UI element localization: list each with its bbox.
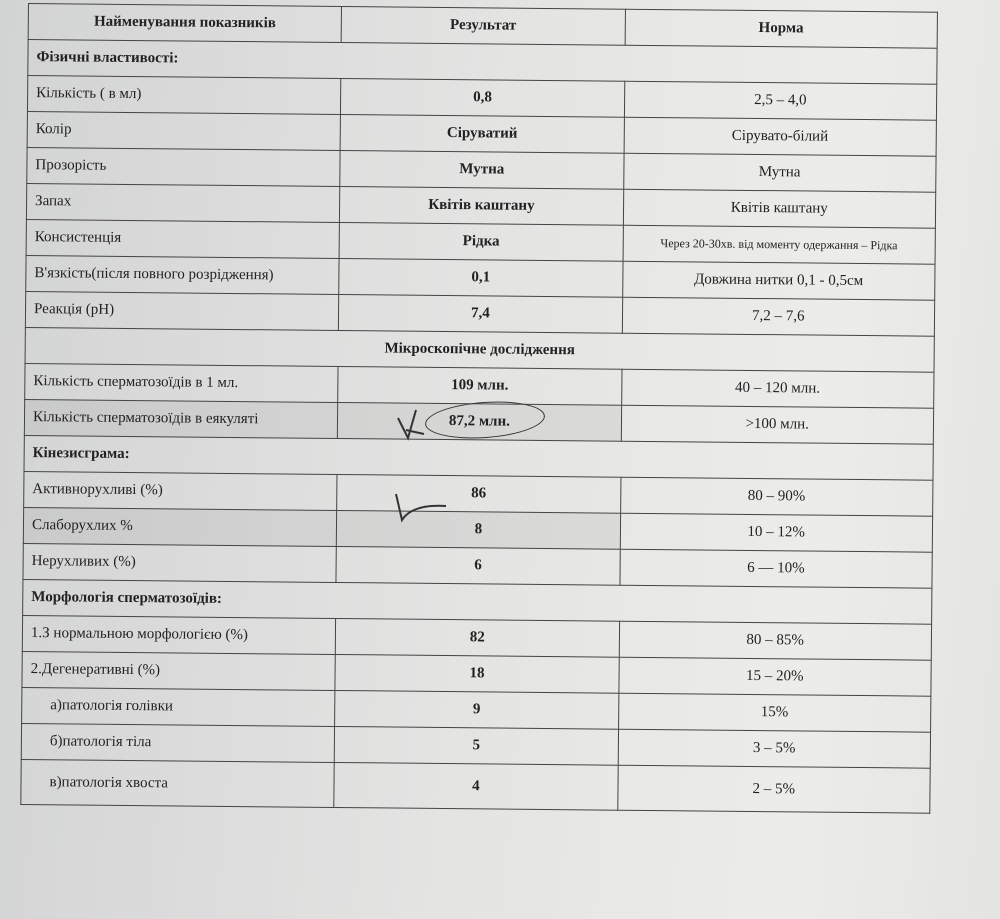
row-name: Нерухливих (%) bbox=[23, 543, 337, 582]
row-name: Прозорість bbox=[27, 147, 341, 186]
row-name: 1.З нормальною морфологією (%) bbox=[22, 615, 336, 654]
row-result: 0,8 bbox=[341, 79, 625, 118]
row-result: 87,2 млн. bbox=[338, 402, 622, 441]
row-name: Консистенція bbox=[26, 219, 340, 258]
row-norm: 3 – 5% bbox=[618, 729, 931, 768]
row-name: а)патологія голівки bbox=[22, 687, 336, 726]
row-result: 18 bbox=[335, 654, 619, 693]
row-norm: 2 – 5% bbox=[617, 765, 930, 813]
row-result: 109 млн. bbox=[338, 366, 622, 405]
row-result: 8 bbox=[337, 510, 621, 549]
row-result: 86 bbox=[337, 474, 621, 513]
row-result: 7,4 bbox=[339, 294, 623, 333]
row-norm: 15% bbox=[618, 693, 931, 732]
row-norm: 6 — 10% bbox=[619, 549, 932, 588]
section-kinesigram: Кінезисграма: bbox=[24, 435, 933, 480]
row-result: 5 bbox=[335, 726, 619, 765]
row-result: 9 bbox=[335, 690, 619, 729]
row-norm: 10 – 12% bbox=[620, 513, 933, 552]
row-name: Реакція (рН) bbox=[25, 291, 339, 330]
row-norm: Через 20-30хв. від моменту одержання – Рідка bbox=[623, 225, 936, 264]
header-result: Результат bbox=[341, 7, 625, 46]
row-norm: Мутна bbox=[623, 153, 936, 192]
row-name: Кількість сперматозоїдів в 1 мл. bbox=[25, 363, 339, 402]
row-norm: 2,5 – 4,0 bbox=[624, 81, 937, 120]
row-name: Кількість сперматозоїдів в еякуляті bbox=[24, 399, 338, 438]
header-norm: Норма bbox=[625, 9, 938, 48]
row-norm: Квітів каштану bbox=[623, 189, 936, 228]
row-result: Рідка bbox=[339, 223, 623, 262]
row-name: В'язкість(після повного розрідження) bbox=[26, 255, 340, 294]
row-name: б)патологія тіла bbox=[21, 723, 335, 762]
row-name: Активнорухливі (%) bbox=[24, 471, 338, 510]
row-name: Запах bbox=[26, 183, 340, 222]
row-norm: 15 – 20% bbox=[618, 657, 931, 696]
section-microscopic: Мікроскопічне дослідження bbox=[25, 327, 934, 372]
section-physical: Фізичні властивості: bbox=[28, 40, 937, 85]
row-name: Колір bbox=[27, 111, 341, 150]
row-norm: Сірувато-білий bbox=[624, 117, 937, 156]
row-name: 2.Дегенеративні (%) bbox=[22, 651, 336, 690]
row-result: 0,1 bbox=[339, 259, 623, 298]
row-norm: Довжина нитки 0,1 - 0,5см bbox=[622, 261, 935, 300]
header-name: Найменування показників bbox=[28, 4, 342, 43]
row-result: 6 bbox=[336, 546, 620, 585]
row-result: Квітів каштану bbox=[340, 187, 624, 226]
row-result: 82 bbox=[336, 618, 620, 657]
handwritten-checkmark bbox=[394, 404, 430, 444]
row-norm: 40 – 120 млн. bbox=[621, 369, 934, 408]
table-row bbox=[21, 759, 930, 813]
row-norm: 7,2 – 7,6 bbox=[622, 297, 935, 336]
row-name: в)патологія хвоста bbox=[21, 759, 335, 807]
row-norm: 80 – 85% bbox=[619, 621, 932, 660]
section-morphology: Морфологія сперматозоїдів: bbox=[23, 579, 932, 624]
handwritten-tick bbox=[390, 492, 450, 528]
row-name: Слаборухлих % bbox=[23, 507, 337, 546]
row-result: Сіруватий bbox=[340, 115, 624, 154]
row-result: 4 bbox=[334, 762, 618, 810]
row-norm: >100 млн. bbox=[621, 405, 934, 444]
row-norm: 80 – 90% bbox=[620, 477, 933, 516]
row-name: Кількість ( в мл) bbox=[27, 76, 341, 115]
row-result: Мутна bbox=[340, 151, 624, 190]
